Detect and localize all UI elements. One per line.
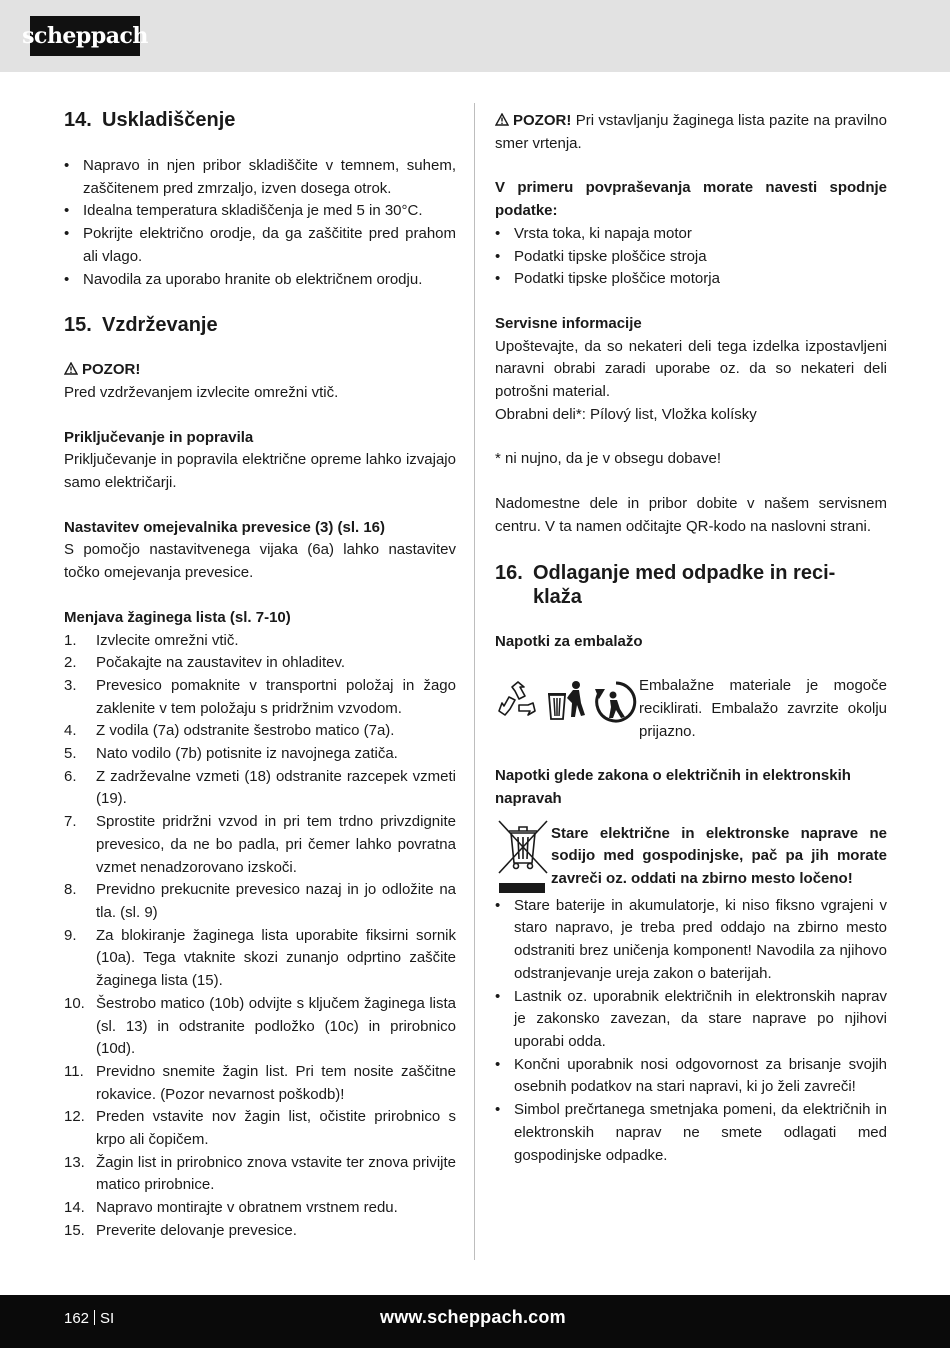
inquiry-heading: V primeru povpraševanja morate navesti spodnje podatke: (495, 179, 887, 220)
crossed-bin-icon (495, 819, 551, 895)
connect-repair-heading: Priključevanje in popravila (64, 428, 254, 446)
step-text: Sprostite pridržni vzvod in pri tem trdno privzdignite prevesico, da ne bo padla, pri čemer lahko povratna vzmet nenadzorovano izskoči. (96, 813, 456, 876)
step-number: 1. (64, 631, 77, 649)
step-item (64, 1197, 456, 1220)
blade-change-steps (64, 630, 456, 1243)
website-link[interactable]: www.scheppach.com (380, 1307, 566, 1327)
weee-bullet-list (495, 895, 887, 1167)
limiter-heading: Nastavitev omejevalnika prevesice (3) (sl. 16) (64, 518, 386, 536)
step-text: Z vodila (7a) odstranite šestrobo matico (7a). (96, 722, 395, 740)
list-item: • Simbol prečrtanega smetnjaka pomeni, da električnih in elektronskih naprav ne smete odlagati med gospodinjske odpadke. (495, 1099, 887, 1167)
service-text: Upoštevajte, da so nekateri deli tega izdelka izpostavljeni naravni obrabi zaradi uporabe oz. da so nekateri deli potrošni material. (495, 337, 887, 401)
step-text: Za blokiranje žaginega lista uporabite fiksirni sornik (10a). Tega vtaknite skozi zunanjo odprtino zaščite žaginega lista (15). (96, 926, 456, 990)
list-item: • Pokrijte električno orodje, da ga zaščitite pred prahom ali vlago. (64, 223, 456, 268)
recycling-symbols (495, 675, 639, 725)
weee-warning-text: Stare električne in elektronske naprave ne sodijo med gospodinjske, pač pa jih morate zavreči oz. oddati na zbirno mesto ločeno! (551, 824, 887, 888)
step-number: 8. (64, 881, 77, 899)
step-item (64, 1152, 456, 1197)
spare-parts-text: Nadomestne dele in pribor dobite v našem servisnem centru. V ta namen odčitajte QR-kodo na naslovni strani. (495, 495, 887, 535)
list-item: • Idealna temperatura skladiščenja je med 5 in 30°C. (64, 200, 456, 223)
list-item: • Končni uporabnik nosi odgovornost za brisanje svojih osebnih podatkov na stari napravi, ki jo želi zavreči! (495, 1054, 887, 1099)
list-item: • Navodila za uporabo hranite ob električnem orodju. (64, 269, 456, 292)
step-item (64, 993, 456, 1061)
step-item (64, 811, 456, 879)
step-item (64, 720, 456, 743)
delivery-note: * ni nujno, da je v obsegu dobave! (495, 450, 722, 468)
step-item (64, 1106, 456, 1151)
step-text: Nato vodilo (7b) potisnite iz navojnega zatiča. (96, 745, 398, 763)
step-text: Prevesico pomaknite v transportni položaj in žago zaklenite v tem položaju s pridržnim vzvodom. (96, 676, 456, 717)
section-15-heading: 15. Vzdrževanje (64, 314, 218, 337)
step-item (64, 652, 456, 675)
step-item (64, 743, 456, 766)
step-text: Počakajte na zaustavitev in ohladitev. (96, 654, 346, 672)
step-number: 4. (64, 722, 77, 740)
storage-bullet-list (64, 155, 456, 291)
step-number: 15. (64, 1221, 85, 1239)
step-text: Preverite delovanje prevesice. (96, 1221, 297, 1239)
blade-direction-warning: POZOR! Pri vstavljanju žaginega lista pazite na pravilno smer vrtenja. (495, 112, 887, 152)
left-column (64, 108, 456, 1243)
list-item: • Lastnik oz. uporabnik električnih in elektronskih naprav je zakonsko zavezan, da stare naprave po njihovi uporabi odda. (495, 986, 887, 1054)
column-divider (474, 103, 475, 1260)
section-16-heading: 16. Odlaganje med odpadke in reci- klaža (495, 561, 836, 608)
step-item (64, 675, 456, 720)
step-text: Previdno prekucnite prevesico nazaj in jo odložite na tla. (sl. 9) (96, 881, 456, 921)
recycle-circle-person-icon (593, 679, 639, 725)
list-item: • Stare baterije in akumulatorje, ki niso fiksno vgrajeni v staro napravo, je treba pred oddajo na zbirno mesto odstraniti brez uničenja komponent! Navodila za njihovo odstranjevanje ureja zakon o baterijah. (495, 895, 887, 986)
step-text: Previdno snemite žagin list. Pri tem nosite zaščitne rokavice. (Pozor nevarnost poškodb)! (96, 1062, 456, 1103)
packaging-text: Embalažne materiale je mogoče reciklirati. Embalažo zavrzite okolju prijazno. (639, 677, 887, 740)
wear-parts-text: Obrabni deli*: Pílový list, Vložka kolísky (495, 405, 757, 423)
step-item (64, 879, 456, 924)
step-text: Preden vstavite nov žagin list, očistite prirobnico s krpo ali čopičem. (96, 1108, 456, 1149)
page-number: 162 SI (64, 1310, 115, 1327)
step-number: 12. (64, 1108, 85, 1126)
right-column (495, 110, 887, 1167)
weee-heading: Napotki glede zakona o električnih in elektronskih napravah (495, 767, 851, 808)
service-heading: Servisne informacije (495, 314, 642, 332)
step-number: 10. (64, 994, 85, 1012)
blade-change-heading: Menjava žaginega lista (sl. 7-10) (64, 608, 291, 626)
step-number: 5. (64, 745, 77, 763)
recycle-icon (495, 679, 541, 725)
inquiry-list (495, 223, 887, 291)
step-number: 9. (64, 926, 77, 944)
page-footer (0, 1295, 950, 1348)
step-item (64, 766, 456, 811)
step-number: 11. (64, 1062, 84, 1080)
packaging-heading: Napotki za embalažo (495, 632, 643, 650)
list-item: • Podatki tipske ploščice stroja (495, 246, 887, 269)
step-number: 7. (64, 813, 77, 831)
step-item (64, 1061, 456, 1106)
list-item: • Podatki tipske ploščice motorja (495, 268, 887, 291)
step-number: 6. (64, 767, 77, 785)
step-number: 2. (64, 654, 77, 672)
step-text: Žagin list in prirobnico znova vstavite ter znova privijte matico prirobnice. (96, 1153, 456, 1194)
limiter-text: S pomočjo nastavitvenega vijaka (6a) lahko nastavitev točko omejevanja prevesice. (64, 541, 456, 582)
warning-triangle-icon (64, 362, 78, 375)
weee-block (495, 819, 887, 895)
step-item (64, 925, 456, 993)
trash-person-icon (545, 679, 589, 725)
connect-repair-text: Priključevanje in popravila električne opreme lahko izvajajo samo električarji. (64, 451, 456, 492)
maintenance-warning: POZOR! Pred vzdrževanjem izvlecite omrežni vtič. (64, 361, 339, 401)
step-text: Napravo montirajte v obratnem vrstnem redu. (96, 1199, 398, 1217)
step-text: Z zadrževalne vzmeti (18) odstranite razcepek vzmeti (19). (96, 767, 456, 808)
scheppach-logo: scheppach (30, 16, 140, 56)
step-number: 3. (64, 676, 77, 694)
step-text: Šestrobo matico (10b) odvijte s ključem žaginega lista (sl. 13) in odstranite podložko (10c) in prirobnico (10d). (96, 994, 456, 1058)
step-number: 13. (64, 1153, 85, 1171)
packaging-block (495, 675, 887, 743)
step-item (64, 630, 456, 653)
page-header (0, 0, 950, 72)
list-item: • Vrsta toka, ki napaja motor (495, 223, 887, 246)
section-14-heading: 14. Uskladiščenje (64, 109, 236, 131)
step-number: 14. (64, 1199, 85, 1217)
warning-triangle-icon (495, 113, 509, 126)
list-item: • Napravo in njen pribor skladiščite v temnem, suhem, zaščitenem pred zmrzaljo, izven dosega otrok. (64, 155, 456, 200)
step-item (64, 1220, 456, 1243)
step-text: Izvlecite omrežni vtič. (96, 631, 239, 649)
